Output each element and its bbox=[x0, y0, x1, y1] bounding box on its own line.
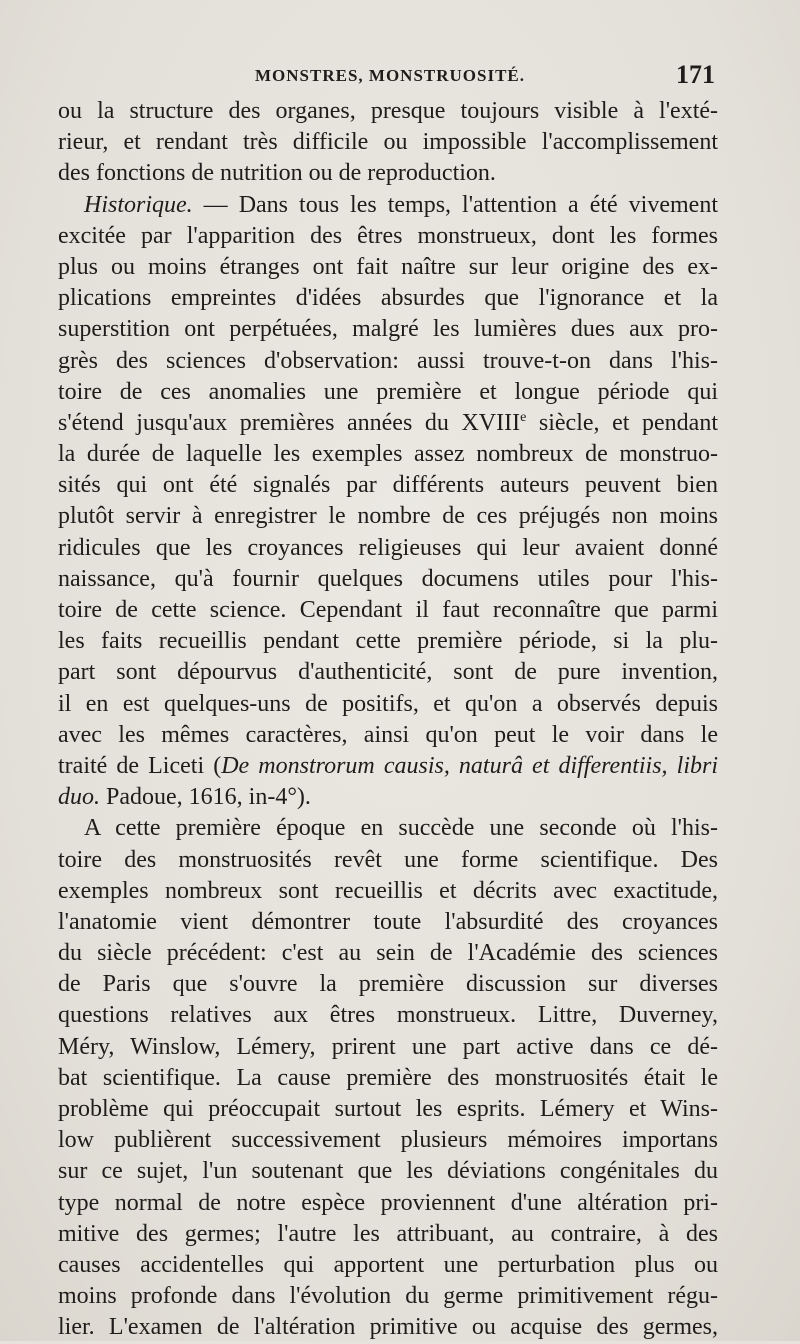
text-line bbox=[58, 564, 718, 595]
text-run: questions relatives aux êtres monstrueux. Littre, Duverney, bbox=[58, 1002, 718, 1029]
text-line bbox=[58, 470, 718, 501]
text-run: low publièrent successivement plusieurs mémoires importans bbox=[58, 1127, 718, 1154]
text-run: avec les mêmes caractères, ainsi qu'on peut le voir dans le bbox=[58, 721, 718, 748]
text-line bbox=[58, 626, 718, 657]
text-run: lier. L'examen de l'altération primitive ou acquise des germes, bbox=[58, 1314, 718, 1341]
text-run: grès des sciences d'observation: aussi trouve-t-on dans l'his- bbox=[58, 347, 718, 374]
text-run: ridicules que les croyances religieuses qui leur avaient donné bbox=[58, 534, 718, 561]
text-run: De monstrorum causis, naturâ et differentiis, libri bbox=[221, 752, 718, 779]
text-line bbox=[58, 1032, 718, 1063]
text-run: toire des monstruosités revêt une forme scientifique. Des bbox=[58, 846, 718, 873]
page-header bbox=[60, 60, 715, 94]
text-run: plications empreintes d'idées absurdes que l'ignorance et la bbox=[58, 285, 718, 312]
text-line bbox=[58, 346, 718, 377]
text-run: toire de ces anomalies une première et longue période qui bbox=[58, 378, 718, 405]
text-run: Méry, Winslow, Lémery, prirent une part active dans ce dé- bbox=[58, 1033, 718, 1060]
text-line bbox=[58, 751, 718, 782]
text-run: sur ce sujet, l'un soutenant que les déviations congénitales du bbox=[58, 1158, 718, 1185]
text-line bbox=[58, 439, 718, 470]
text-line bbox=[58, 190, 718, 221]
text-run: s'étend jusqu'aux premières années du XVIII bbox=[58, 409, 521, 436]
text-line bbox=[58, 720, 718, 751]
text-line bbox=[58, 158, 718, 189]
text-line bbox=[58, 1312, 718, 1343]
text-line bbox=[58, 1000, 718, 1031]
text-run: de Paris que s'ouvre la première discussion sur diverses bbox=[58, 971, 718, 998]
text-line bbox=[58, 1281, 718, 1312]
text-line bbox=[58, 1063, 718, 1094]
text-line bbox=[58, 876, 718, 907]
running-title: MONSTRES, MONSTRUOSITÉ. bbox=[255, 66, 526, 85]
text-run: plus ou moins étranges ont fait naître sur leur origine des ex- bbox=[58, 253, 718, 280]
text-line bbox=[58, 845, 718, 876]
text-run: exemples nombreux sont recueillis et décrits avec exactitude, bbox=[58, 877, 718, 904]
page-number: 171 bbox=[676, 60, 715, 89]
text-line bbox=[58, 501, 718, 532]
text-line bbox=[58, 938, 718, 969]
text-run: ou la structure des organes, presque toujours visible à l'exté- bbox=[58, 98, 718, 124]
text-line bbox=[58, 96, 718, 127]
text-run: causes accidentelles qui apportent une perturbation plus ou bbox=[58, 1251, 718, 1278]
text-run: l'anatomie vient démontrer toute l'absurdité des croyances bbox=[58, 908, 718, 935]
text-run: part sont dépourvus d'authenticité, sont de pure invention, bbox=[58, 659, 718, 686]
text-line bbox=[58, 1188, 718, 1219]
text-line bbox=[58, 595, 718, 626]
text-run: il en est quelques-uns de positifs, et qu'on a observés depuis bbox=[58, 690, 718, 717]
text-line bbox=[58, 1094, 718, 1125]
text-line bbox=[58, 1219, 718, 1250]
text-line bbox=[58, 377, 718, 408]
text-run: mitive des germes; l'autre les attribuant, au contraire, à des bbox=[58, 1220, 718, 1247]
text-run: traité de Liceti ( bbox=[58, 752, 222, 779]
text-run: sités qui ont été signalés par différents auteurs peuvent bien bbox=[58, 472, 718, 499]
text-run: excitée par l'apparition des êtres monstrueux, dont les formes bbox=[58, 222, 718, 249]
text-line bbox=[58, 221, 718, 252]
text-line bbox=[58, 314, 718, 345]
text-run: rieur, et rendant très difficile ou impossible l'accomplissement bbox=[58, 129, 718, 156]
text-line bbox=[58, 813, 718, 844]
text-run: naissance, qu'à fournir quelques documens utiles pour l'his- bbox=[58, 565, 718, 592]
text-run: type normal de notre espèce proviennent d'une altération pri- bbox=[58, 1189, 718, 1216]
text-line bbox=[58, 408, 718, 439]
text-run: A cette première époque en succède une seconde où l'his- bbox=[84, 815, 718, 842]
text-line bbox=[58, 969, 718, 1000]
text-run: bat scientifique. La cause première des monstruosités était le bbox=[58, 1064, 718, 1091]
text-run: e bbox=[520, 409, 527, 425]
text-run: Padoue, 1616, in-4°). bbox=[100, 784, 311, 811]
text-line bbox=[58, 907, 718, 938]
text-line bbox=[58, 1125, 718, 1156]
text-run: duo. bbox=[58, 784, 100, 811]
text-run: du siècle précédent: c'est au sein de l'Académie des sciences bbox=[58, 940, 718, 967]
text-line bbox=[58, 252, 718, 283]
text-line bbox=[58, 782, 718, 813]
text-run: la durée de laquelle les exemples assez nombreux de monstruo- bbox=[58, 441, 718, 468]
page-body-text bbox=[58, 96, 718, 1344]
text-run: — Dans tous les temps, l'attention a été vivement bbox=[192, 191, 718, 218]
text-run: des fonctions de nutrition ou de reproduction. bbox=[58, 160, 496, 187]
text-line bbox=[58, 283, 718, 314]
text-line bbox=[58, 1156, 718, 1187]
text-line bbox=[58, 127, 718, 158]
text-run: Historique. bbox=[84, 191, 193, 218]
text-line bbox=[58, 689, 718, 720]
text-line bbox=[58, 657, 718, 688]
text-run: toire de cette science. Cependant il faut reconnaître que parmi bbox=[58, 597, 718, 623]
text-run: les faits recueillis pendant cette première période, si la plu- bbox=[58, 628, 718, 655]
text-run: plutôt servir à enregistrer le nombre de ces préjugés non moins bbox=[58, 503, 718, 530]
text-line bbox=[58, 533, 718, 564]
text-run: moins profonde dans l'évolution du germe primitivement régu- bbox=[58, 1283, 718, 1310]
text-run: siècle, et pendant bbox=[526, 409, 718, 436]
text-line bbox=[58, 1250, 718, 1281]
text-run: problème qui préoccupait surtout les esprits. Lémery et Wins- bbox=[58, 1096, 718, 1122]
text-run: superstition ont perpétuées, malgré les lumières dues aux pro- bbox=[58, 316, 718, 343]
